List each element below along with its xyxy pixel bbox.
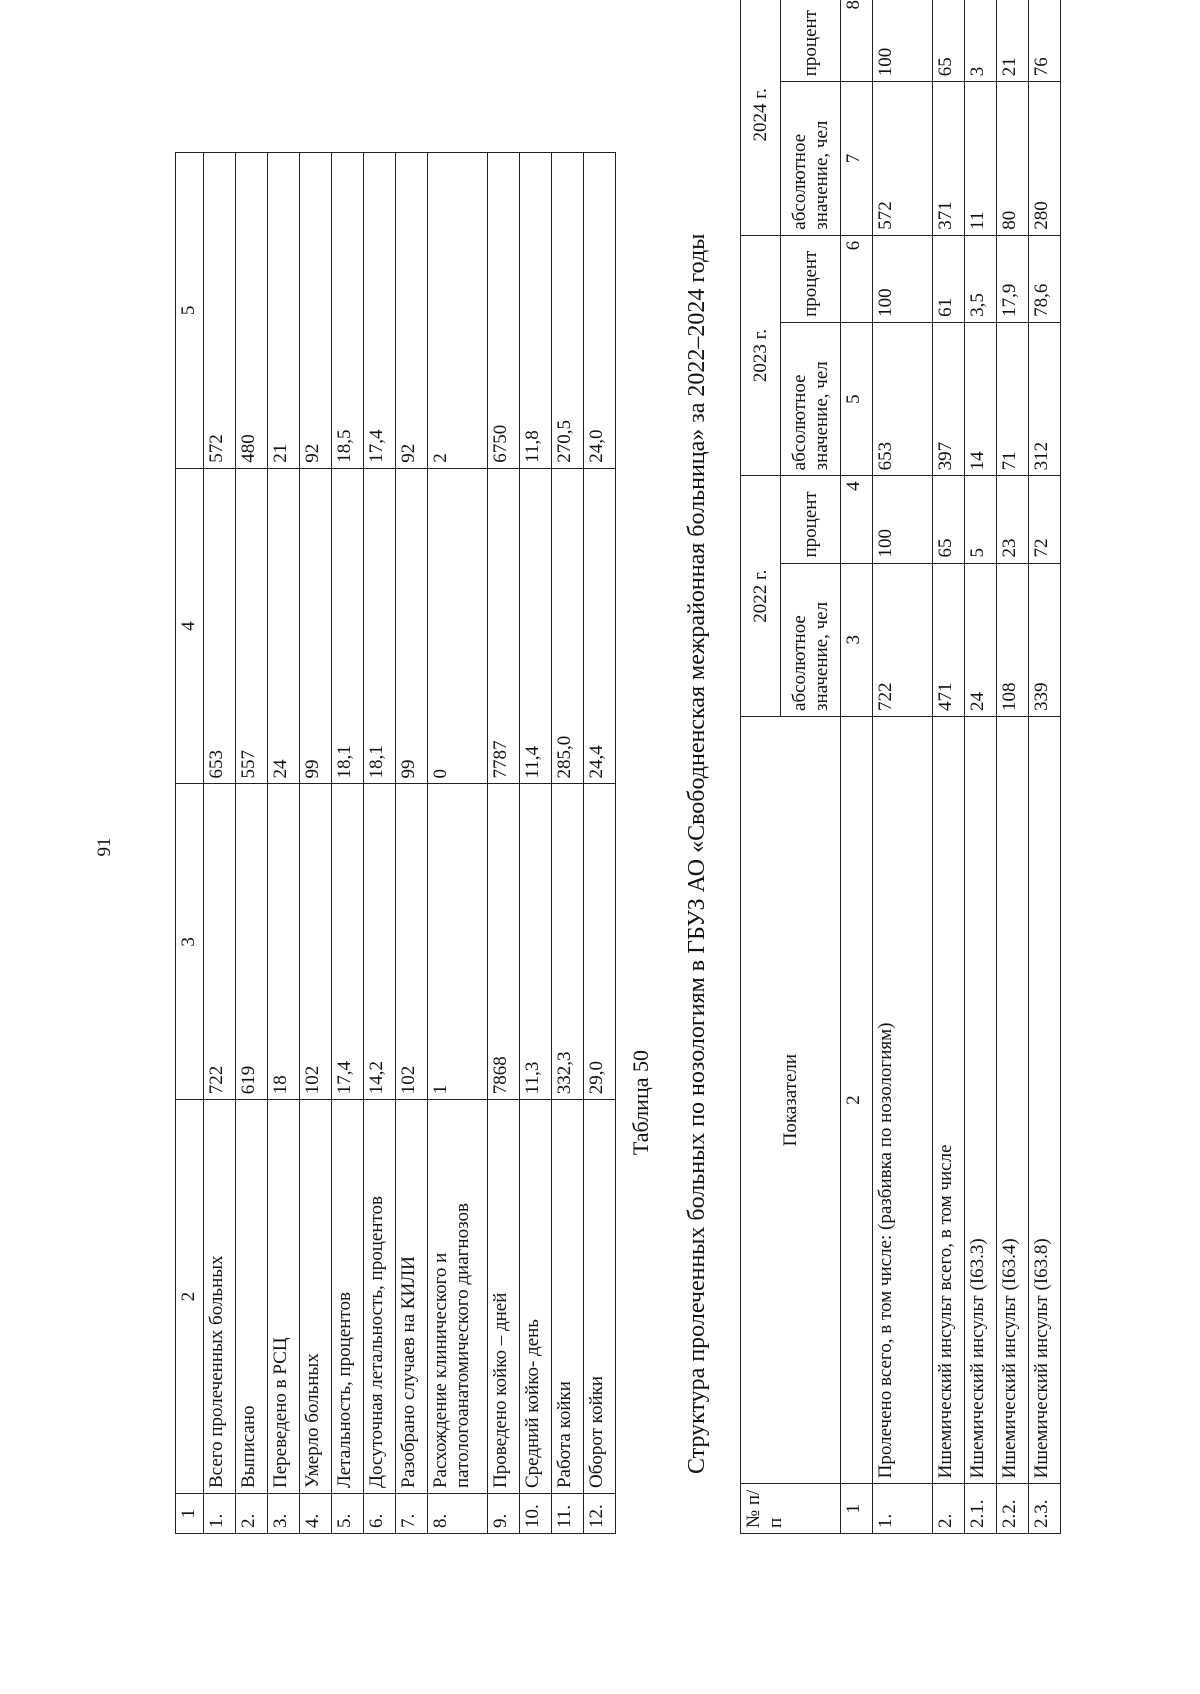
table-row — [552, 153, 584, 1534]
value-2022: 11,3 — [520, 784, 552, 1100]
value-2022: 722 — [204, 784, 236, 1100]
row-label: Всего пролеченных больных — [204, 1100, 236, 1494]
column-numbers-row — [841, 0, 873, 1534]
abs-2024: 80 — [997, 82, 1029, 235]
value-2024: 2 — [428, 153, 488, 469]
row-label: Оборот койки — [584, 1100, 616, 1494]
row-label: Выписано — [236, 1100, 268, 1494]
pct-2023: 17,9 — [997, 235, 1029, 322]
row-label: Ишемический инсульт (I63.8) — [1029, 716, 1061, 1483]
nosology-table — [740, 0, 1061, 1534]
value-2022: 29,0 — [584, 784, 616, 1100]
table-row — [933, 0, 965, 1534]
value-2022: 619 — [236, 784, 268, 1100]
row-number: 2.2. — [997, 1484, 1029, 1534]
table-row — [236, 153, 268, 1534]
abs-2022: 722 — [873, 563, 933, 716]
abs-2022: 339 — [1029, 563, 1061, 716]
value-2024: 11,8 — [520, 153, 552, 469]
pct-2023: 78,6 — [1029, 235, 1061, 322]
table-row — [520, 153, 552, 1534]
pct-2023: 3,5 — [965, 235, 997, 322]
value-2024: 270,5 — [552, 153, 584, 469]
value-2024: 21 — [268, 153, 300, 469]
abs-2024: 371 — [933, 82, 965, 235]
row-number: 6. — [364, 1494, 396, 1534]
pct-header: процент — [781, 476, 841, 563]
value-2022: 102 — [396, 784, 428, 1100]
abs-2024: 11 — [965, 82, 997, 235]
abs-2023: 653 — [873, 322, 933, 475]
row-number: 5. — [332, 1494, 364, 1534]
value-2022: 1 — [428, 784, 488, 1100]
value-2024: 480 — [236, 153, 268, 469]
header-cell: 2 — [176, 1100, 204, 1494]
value-2022: 102 — [300, 784, 332, 1100]
value-2024: 24,0 — [584, 153, 616, 469]
pct-2022: 72 — [1029, 476, 1061, 563]
row-label: Переведено в РСЦ — [268, 1100, 300, 1494]
abs-2023: 14 — [965, 322, 997, 475]
abs-2023: 397 — [933, 322, 965, 475]
abs-header: абсолютное значение, чел — [781, 322, 841, 475]
row-number: 9. — [488, 1494, 520, 1534]
row-number: 3. — [268, 1494, 300, 1534]
pct-2024: 65 — [933, 0, 965, 82]
row-number: 4. — [300, 1494, 332, 1534]
pct-2024: 21 — [997, 0, 1029, 82]
header-cell: 4 — [176, 468, 204, 784]
row-label: Летальность, процентов — [332, 1100, 364, 1494]
abs-header: абсолютное значение, чел — [781, 82, 841, 235]
table-row — [204, 153, 236, 1534]
header-indicators: Показатели — [741, 716, 841, 1483]
value-2023: 18,1 — [364, 468, 396, 784]
table-row — [997, 0, 1029, 1534]
value-2023: 11,4 — [520, 468, 552, 784]
value-2023: 99 — [396, 468, 428, 784]
table-row — [965, 0, 997, 1534]
pct-2022: 23 — [997, 476, 1029, 563]
col-number: 5 — [841, 322, 873, 475]
value-2022: 7868 — [488, 784, 520, 1100]
table-row — [488, 153, 520, 1534]
value-2024: 572 — [204, 153, 236, 469]
row-label: Ишемический инсульт (I63.4) — [997, 716, 1029, 1483]
value-2023: 7787 — [488, 468, 520, 784]
row-number: 2. — [933, 1484, 965, 1534]
pct-2023: 100 — [873, 235, 933, 322]
value-2022: 17,4 — [332, 784, 364, 1100]
col-number: 4 — [841, 476, 873, 563]
value-2022: 332,3 — [552, 784, 584, 1100]
header-cell: 1 — [176, 1494, 204, 1534]
table-row — [428, 153, 488, 1534]
row-label: Проведено койко – дней — [488, 1100, 520, 1494]
abs-2022: 24 — [965, 563, 997, 716]
pct-2024: 76 — [1029, 0, 1061, 82]
value-2022: 18 — [268, 784, 300, 1100]
header-cell: 3 — [176, 784, 204, 1100]
pct-2022: 5 — [965, 476, 997, 563]
row-label: Работа койки — [552, 1100, 584, 1494]
row-number: 7. — [396, 1494, 428, 1534]
col-number: 7 — [841, 82, 873, 235]
header-number: № п/п — [741, 1484, 841, 1534]
row-number: 2.3. — [1029, 1484, 1061, 1534]
row-label: Разобрано случаев на КИЛИ — [396, 1100, 428, 1494]
abs-header: абсолютное значение, чел — [781, 563, 841, 716]
value-2023: 24,4 — [584, 468, 616, 784]
value-2024: 92 — [396, 153, 428, 469]
col-number: 1 — [841, 1484, 873, 1534]
row-number: 1. — [204, 1494, 236, 1534]
col-number: 3 — [841, 563, 873, 716]
value-2023: 285,0 — [552, 468, 584, 784]
row-label: Ишемический инсульт всего, в том числе — [933, 716, 965, 1483]
col-number: 8 — [841, 0, 873, 82]
value-2024: 92 — [300, 153, 332, 469]
year-header-row — [741, 0, 781, 1534]
row-label: Умерло больных — [300, 1100, 332, 1494]
value-2023: 0 — [428, 468, 488, 784]
table-title: Структура пролеченных больных по нозологиям в ГБУЗ АО «Свободненская межрайонная больница» за 2022–2024 годы — [684, 233, 710, 1474]
table-row — [268, 153, 300, 1534]
col-number: 6 — [841, 235, 873, 322]
table-row — [332, 153, 364, 1534]
value-2023: 653 — [204, 468, 236, 784]
table-row — [1029, 0, 1061, 1534]
row-label: Расхождение клинического и патологоанатомического диагнозов — [428, 1100, 488, 1494]
row-label: Пролечено всего, в том числе: (разбивка по нозологиям) — [873, 716, 933, 1483]
value-2023: 18,1 — [332, 468, 364, 784]
row-number: 10. — [520, 1494, 552, 1534]
header-cell: 5 — [176, 153, 204, 469]
pct-2024: 100 — [873, 0, 933, 82]
abs-2024: 280 — [1029, 82, 1061, 235]
abs-2023: 312 — [1029, 322, 1061, 475]
pct-2023: 61 — [933, 235, 965, 322]
year-2024-header: 2024 г. — [741, 0, 781, 235]
col-number: 2 — [841, 716, 873, 1483]
value-2022: 14,2 — [364, 784, 396, 1100]
abs-2022: 471 — [933, 563, 965, 716]
row-number: 1. — [873, 1484, 933, 1534]
year-2022-header: 2022 г. — [741, 476, 781, 717]
value-2024: 18,5 — [332, 153, 364, 469]
table-row — [873, 0, 933, 1534]
value-2023: 24 — [268, 468, 300, 784]
table-row — [584, 153, 616, 1534]
row-number: 8. — [428, 1494, 488, 1534]
row-label: Досуточная летальность, процентов — [364, 1100, 396, 1494]
value-2024: 17,4 — [364, 153, 396, 469]
row-number: 2. — [236, 1494, 268, 1534]
pct-2024: 3 — [965, 0, 997, 82]
value-2023: 557 — [236, 468, 268, 784]
pct-2022: 100 — [873, 476, 933, 563]
row-number: 2.1. — [965, 1484, 997, 1534]
pct-header: процент — [781, 235, 841, 322]
value-2024: 6750 — [488, 153, 520, 469]
table-header-row — [176, 153, 204, 1534]
table-row — [364, 153, 396, 1534]
table-row — [396, 153, 428, 1534]
value-2023: 99 — [300, 468, 332, 784]
table-row — [300, 153, 332, 1534]
abs-2022: 108 — [997, 563, 1029, 716]
row-label: Средний койко- день — [520, 1100, 552, 1494]
abs-2024: 572 — [873, 82, 933, 235]
pct-2022: 65 — [933, 476, 965, 563]
indicators-table — [175, 152, 616, 1534]
pct-header: процент — [781, 0, 841, 82]
row-number: 12. — [584, 1494, 616, 1534]
table-caption: Таблица 50 — [628, 1050, 653, 1156]
abs-2023: 71 — [997, 322, 1029, 475]
year-2023-header: 2023 г. — [741, 235, 781, 476]
page-number: 91 — [94, 837, 115, 857]
row-number: 11. — [552, 1494, 584, 1534]
row-label: Ишемический инсульт (I63.3) — [965, 716, 997, 1483]
